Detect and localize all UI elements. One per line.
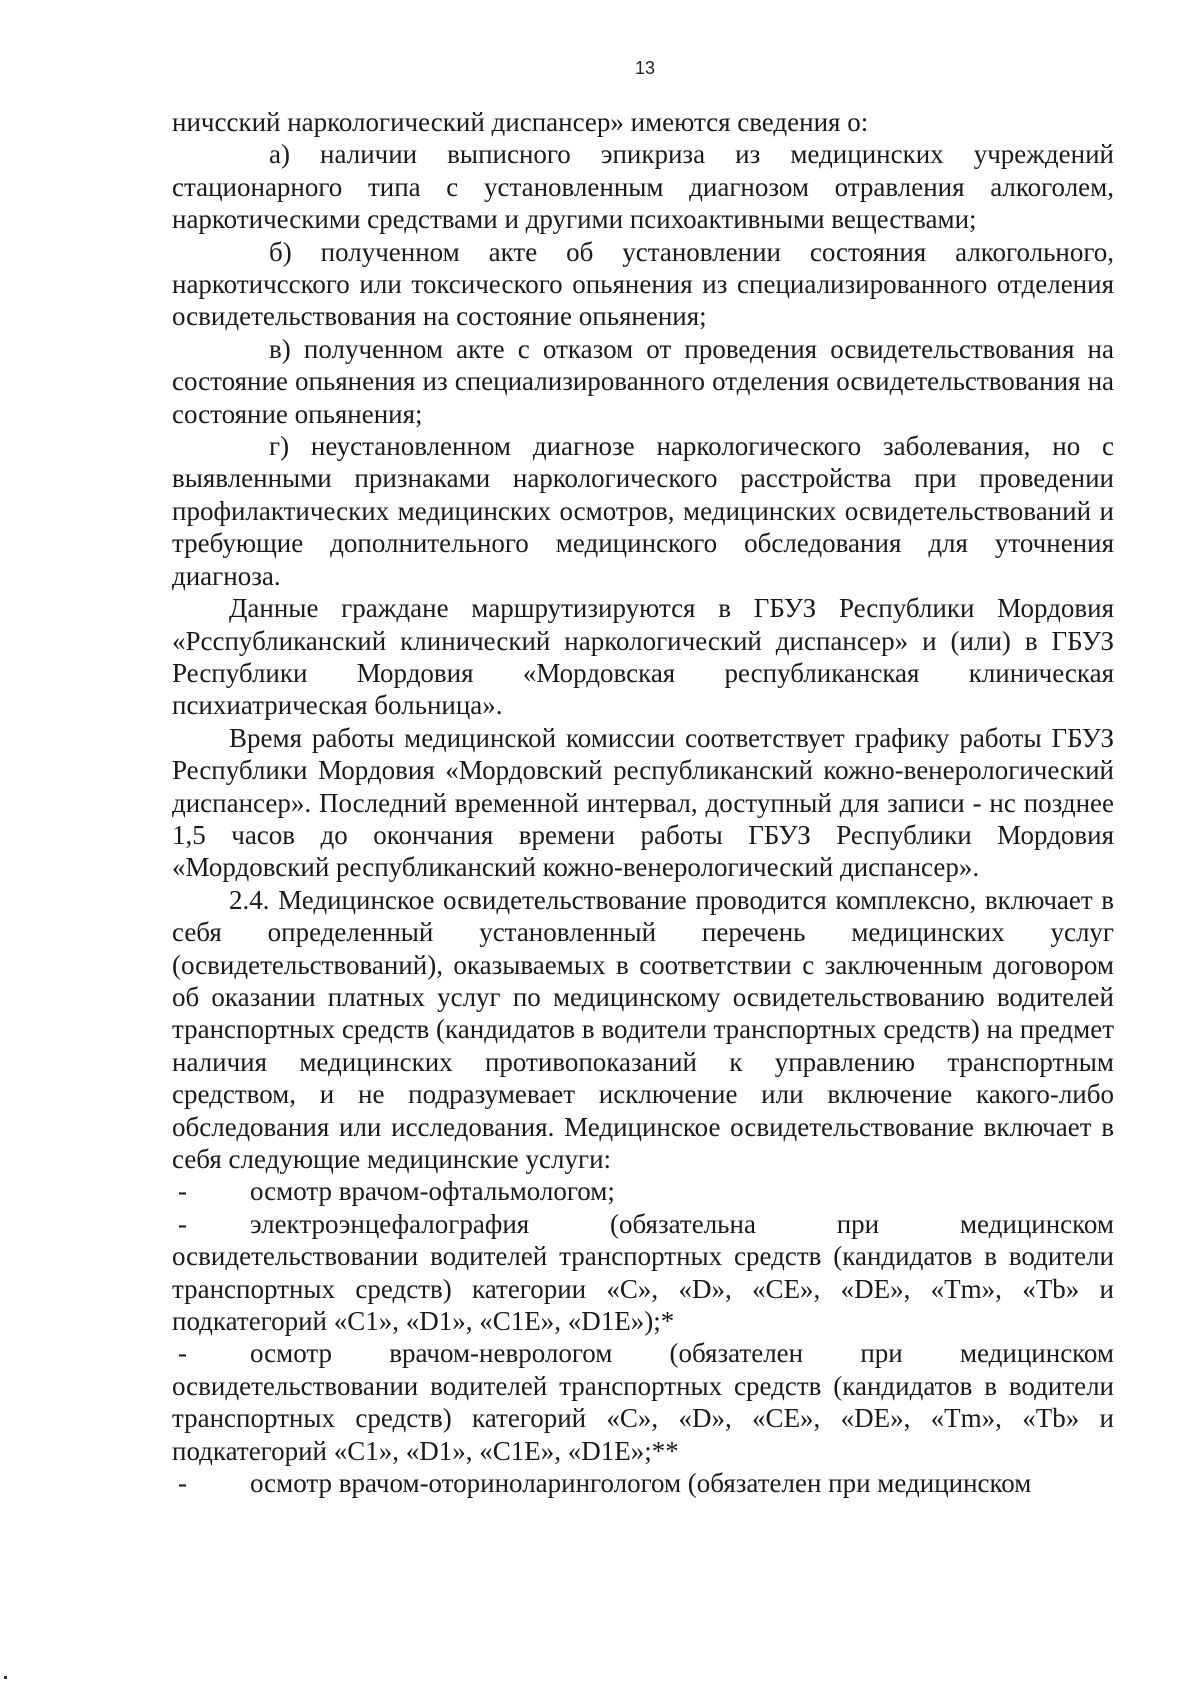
list-item-text: осмотр врачом-неврологом (обязателен при медицинском освидетельствовании водителей транспортных средств (кандидатов в водители транспортных средств) категорий «С», «D», «СЕ», «DE», «Tm», «Tb» и подкатегорий «С1», «D1», «С1Е», «D1E»;** bbox=[172, 1338, 1114, 1466]
list-item bbox=[172, 1467, 1114, 1499]
list-item bbox=[172, 1175, 1114, 1207]
list-item bbox=[172, 1208, 1114, 1338]
list-item bbox=[172, 1337, 1114, 1467]
paragraph-intro: ничсский наркологический диспансер» имеются сведения о: bbox=[172, 107, 869, 137]
paragraph-routing: Данные граждане маршрутизируются в ГБУЗ Республики Мордовия «Рсспубликанский клинический наркологический диспансер» и (или) в ГБУЗ Республики Мордовия «Мордовская республиканская клиническая психиатрическая больница». bbox=[172, 593, 1114, 721]
list-dash: - bbox=[178, 1208, 187, 1239]
document-body bbox=[172, 106, 1114, 1499]
paragraph-item-b: б) полученном акте об установлении состояния алкогольного, наркотичсского или токсического опьянения из специализированного отделения освидетельствования на состояние опьянения; bbox=[172, 236, 1114, 332]
paragraph-item-v: в) полученном акте с отказом от проведения освидетельствования на состояние опьянения из специализированного отделения освидетельствования на состояние опьянения; bbox=[172, 333, 1114, 429]
list-item-text: осмотр врачом-оториноларингологом (обязателен при медицинском bbox=[250, 1468, 1032, 1499]
list-dash: - bbox=[178, 1176, 187, 1207]
list-dash: - bbox=[178, 1468, 187, 1499]
list-item-text: осмотр врачом-офтальмологом; bbox=[250, 1176, 615, 1207]
page-number: 13 bbox=[634, 58, 656, 78]
list-item-text: электроэнцефалография (обязательна при медицинском освидетельствовании водителей транспортных средств (кандидатов в водители транспортных средств) категории «С», «D», «СЕ», «DE», «Tm», «Tb» и подкатегорий «С1», «D1», «С1Е», «D1E»);* bbox=[172, 1208, 1114, 1337]
scan-artifact-dot bbox=[4, 1676, 7, 1679]
paragraph-work-hours: Время работы медицинской комиссии соответствует графику работы ГБУЗ Республики Мордовия «Мордовский республиканский кожно-венерологический диспансер». Последний временной интервал, доступный для записи - нс позднее 1,5 часов до окончания времени работы ГБУЗ Республики Мордовия «Мордовский республиканский кожно-венерологический диспансер». bbox=[172, 722, 1114, 883]
list-dash: - bbox=[178, 1338, 187, 1369]
paragraph-item-g: г) неустановленном диагнозе наркологического заболевания, но с выявленными признаками наркологического расстройства при проведении профилактических медицинских осмотров, медицинских освидетельствований и требующие дополнительного медицинского обследования для уточнения диагноза. bbox=[172, 431, 1114, 591]
paragraph-section-2-4: 2.4. Медицинское освидетельствование проводится комплексно, включает в себя определенный установленный перечень медицинских услуг (освидетельствований), оказываемых в соответствии с заключенным договором об оказании платных услуг по медицинскому освидетельствованию водителей транспортных средств (кандидатов в водители транспортных средств) на предмет наличия медицинских противопоказаний к управлению транспортным средством, и не подразумевает исключение или включение какого-либо обследования или исследования. Медицинское освидетельствование включает в себя следующие медицинские услуги: bbox=[172, 884, 1114, 1174]
paragraph-item-a: а) наличии выписного эпикриза из медицинских учреждений стационарного типа с установленным диагнозом отравления алкоголем, наркотическими средствами и другими психоактивными веществами; bbox=[172, 139, 1114, 235]
